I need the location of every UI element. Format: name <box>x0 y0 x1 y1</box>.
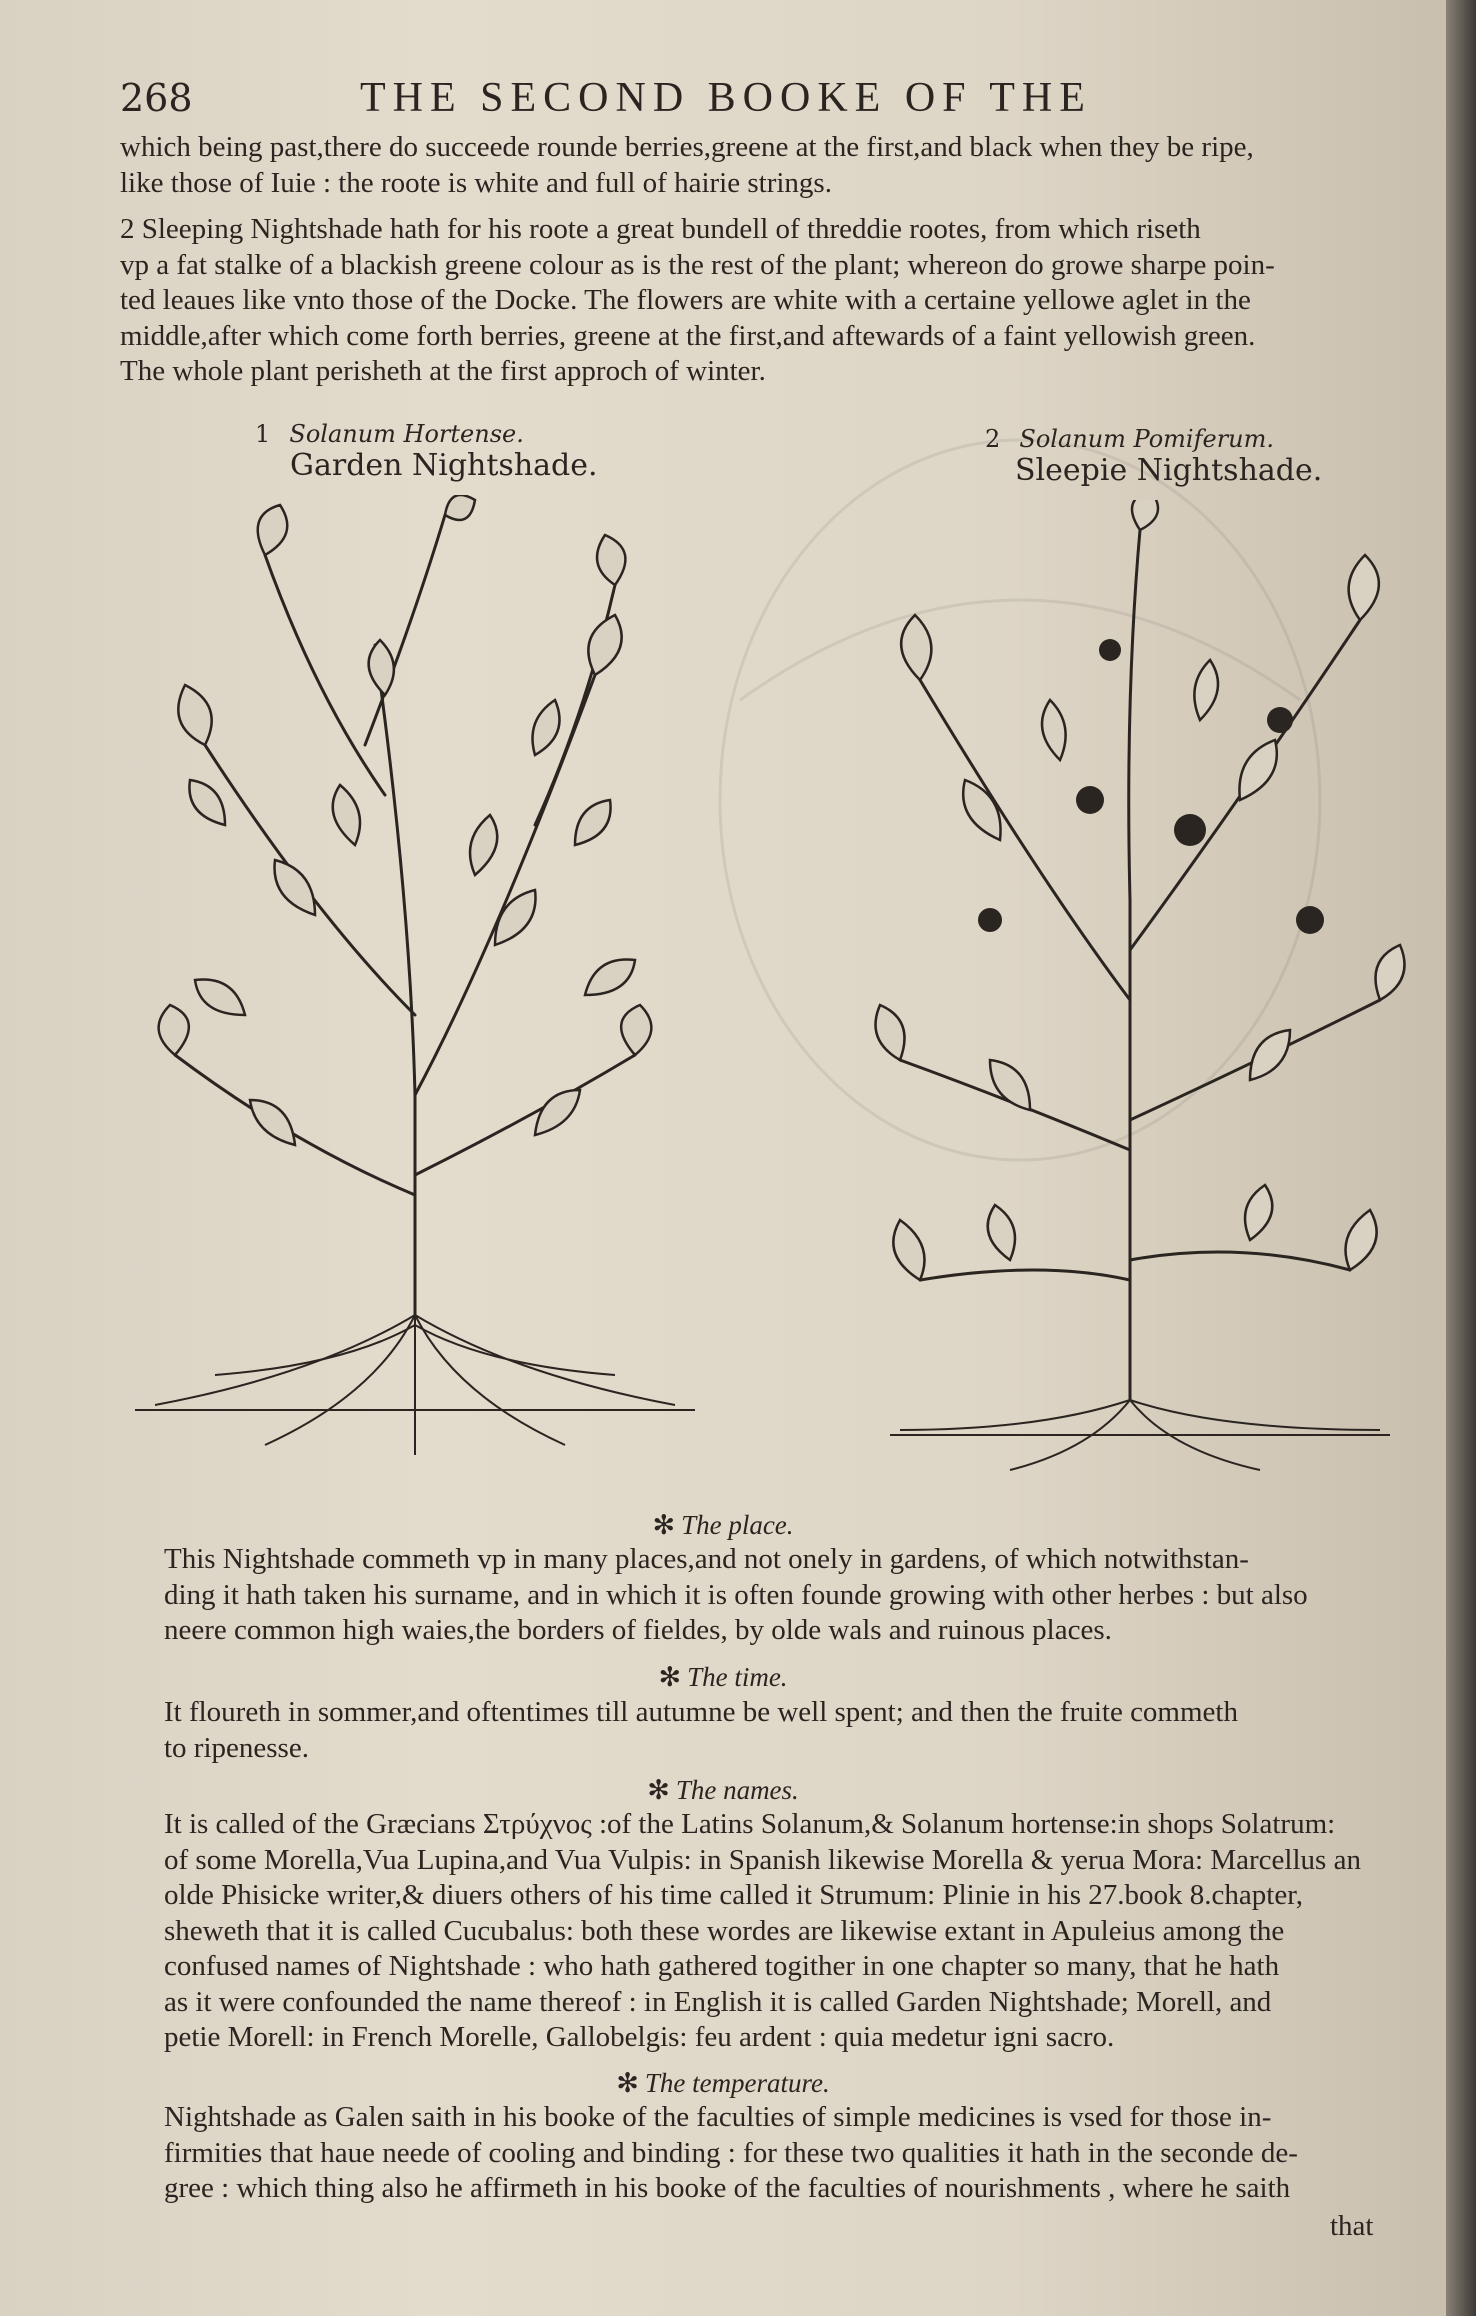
figure-1-caption <box>255 420 598 483</box>
figure-2-caption <box>985 425 1322 488</box>
text-line: confused names of Nightshade : who hath gathered togither in one chapter so many, that he hath <box>164 1950 1280 1982</box>
heading-text: The names. <box>675 1775 799 1805</box>
figure-number: 1 <box>255 420 271 448</box>
catchword: that <box>1330 2210 1374 2242</box>
text-line: like those of Iuie : the roote is white and full of hairie strings. <box>120 166 832 199</box>
time-paragraph <box>120 1695 1420 1766</box>
english-name: Sleepie Nightshade. <box>1015 453 1323 488</box>
asterism-icon: ✻ <box>616 2068 639 2098</box>
section-heading-time <box>0 1662 1446 1693</box>
continuation-paragraph <box>120 130 1420 201</box>
text-line: petie Morell: in French Morelle, Gallobelgis: feu ardent : quia medetur igni sacro. <box>164 2021 1115 2053</box>
text-line: firmities that haue neede of cooling and binding : for these two qualities it hath in the seconde de- <box>164 2136 1298 2169</box>
english-name: Garden Nightshade. <box>290 448 598 483</box>
heading-text: The place. <box>681 1510 794 1540</box>
text-line: to ripenesse. <box>164 1731 309 1764</box>
text-line: The whole plant perisheth at the first approch of winter. <box>120 355 766 387</box>
text-line: which being past,there do succeede rounde berries,greene at the first,and black when they be ripe, <box>120 131 1254 163</box>
section-heading-temperature <box>0 2068 1446 2099</box>
heading-text: The time. <box>687 1662 788 1692</box>
text-line: neere common high waies,the borders of fieldes, by olde wals and ruinous places. <box>164 1614 1112 1646</box>
asterism-icon: ✻ <box>652 1510 676 1540</box>
temperature-paragraph <box>120 2100 1420 2207</box>
latin-name: Solanum Hortense. <box>289 420 524 448</box>
page-number: 268 <box>120 76 193 120</box>
figure-number: 2 <box>985 425 1001 453</box>
text-line: ding it hath taken his surname, and in which it is often founde growing with other herbes : but also <box>164 1578 1308 1611</box>
heading-text: The temperature. <box>644 2068 830 2098</box>
section-heading-names <box>0 1775 1446 1806</box>
text-line: vp a fat stalke of a blackish greene colour as is the rest of the plant; whereon do growe sharpe poin- <box>120 248 1275 281</box>
text-line: sheweth that it is called Cucubalus: both these wordes are likewise extant in Apuleius among the <box>164 1914 1285 1947</box>
sleepie-nightshade-woodcut <box>860 500 1420 1480</box>
latin-name: Solanum Pomiferum. <box>1019 425 1275 453</box>
text-line: Nightshade as Galen saith in his booke of the faculties of simple medicines is vsed for those in- <box>164 2101 1272 2133</box>
text-line: as it were confounded the name thereof : in English it is called Garden Nightshade; Morell, and <box>164 1985 1272 2018</box>
text-line: of some Morella,Vua Lupina,and Vua Vulpis: in Spanish likewise Morella & yerua Mora: Marcellus an <box>164 1843 1361 1876</box>
section-heading-place <box>0 1510 1446 1541</box>
place-paragraph <box>120 1542 1420 1649</box>
page-header <box>120 70 1420 130</box>
asterism-icon: ✻ <box>658 1662 682 1692</box>
text-line: 2 Sleeping Nightshade hath for his roote a great bundell of threddie rootes, from which riseth <box>120 213 1201 245</box>
asterism-icon: ✻ <box>647 1775 670 1805</box>
text-line: middle,after which come forth berries, greene at the first,and aftewards of a faint yellowish green. <box>120 319 1256 352</box>
text-line: It is called of the Græcians Στρύχνος :of the Latins Solanum,& Solanum hortense:in shops Solatrum: <box>164 1808 1336 1840</box>
text-line: ted leaues like vnto those of the Docke. The flowers are white with a certaine yellowe aglet in the <box>120 284 1251 316</box>
running-head: THE SECOND BOOKE OF THE <box>360 75 1092 121</box>
text-line: olde Phisicke writer,& diuers others of his time called it Strumum: Plinie in his 27.book 8.chapter, <box>164 1879 1303 1911</box>
names-paragraph <box>120 1807 1420 2056</box>
page-edge-shadow <box>1446 0 1476 2316</box>
text-line: gree : which thing also he affirmeth in his booke of the faculties of nourishments , where he saith <box>164 2172 1291 2204</box>
text-line: This Nightshade commeth vp in many places,and not onely in gardens, of which notwithstan- <box>164 1543 1249 1575</box>
sleeping-nightshade-paragraph <box>120 212 1420 390</box>
text-line: It floureth in sommer,and oftentimes till autumne be well spent; and then the fruite commeth <box>164 1696 1238 1728</box>
garden-nightshade-woodcut <box>115 495 715 1475</box>
